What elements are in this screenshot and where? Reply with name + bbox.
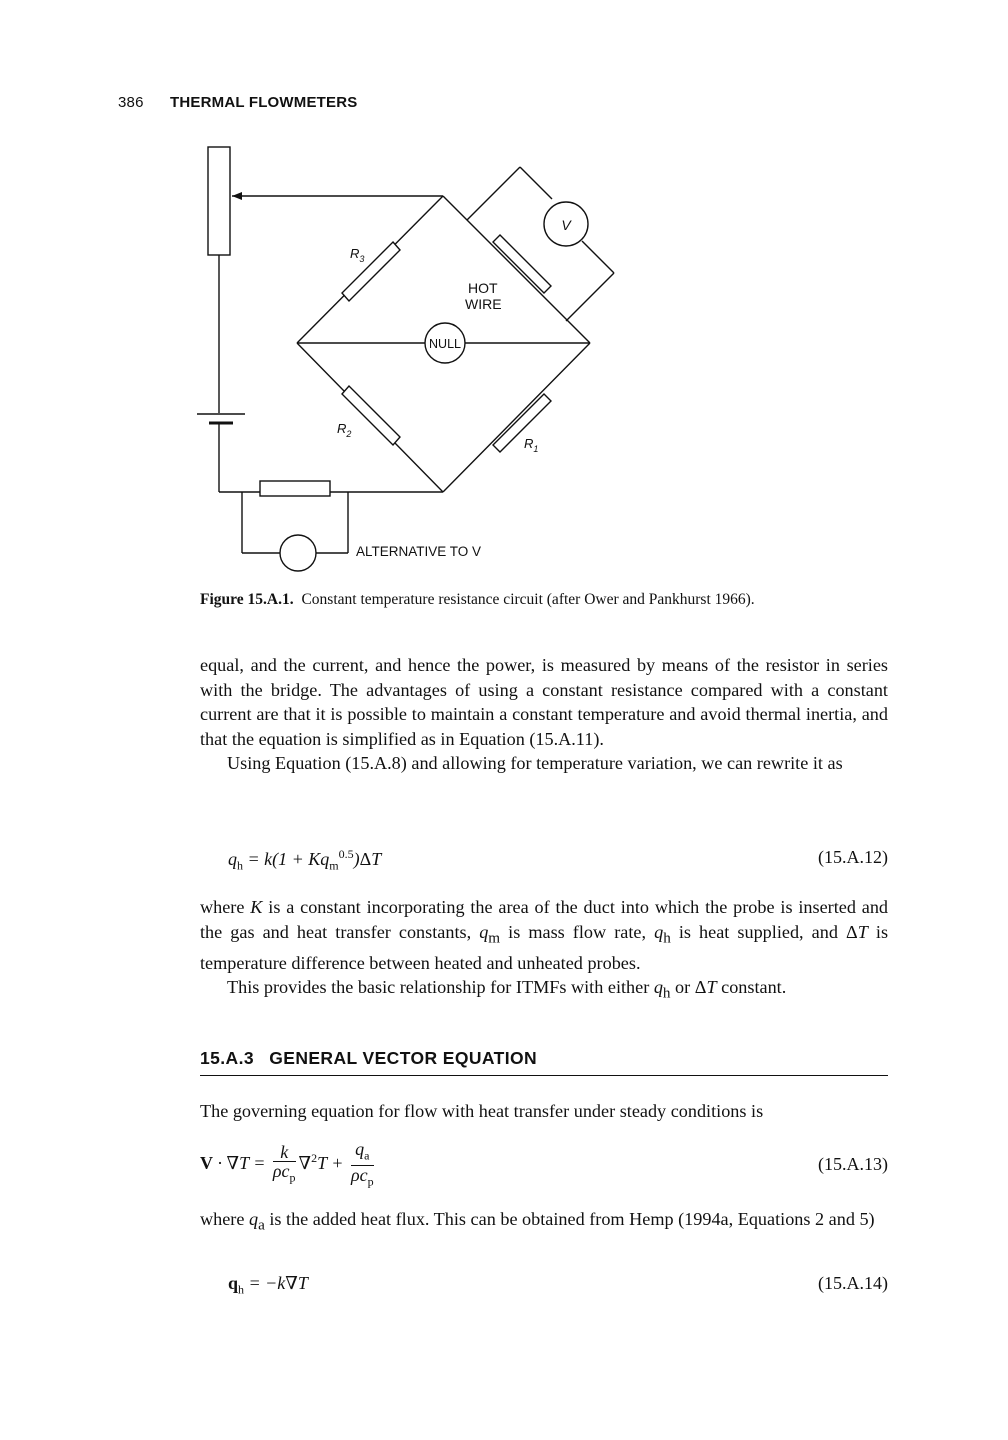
running-head bbox=[118, 94, 358, 111]
body-text-1 bbox=[200, 653, 888, 776]
figure-label: Figure 15.A.1. bbox=[200, 591, 294, 608]
alternative-meter bbox=[280, 535, 316, 571]
wiper-arrow bbox=[232, 192, 242, 200]
equation-15-a-12 bbox=[200, 847, 888, 877]
label-hot: HOT bbox=[468, 280, 498, 296]
paragraph: equal, and the current, and hence the power, is measured by means of the resistor in series with the bridge. The advantages of using a constant resistance compared with a constant current are that it is possible to maintain a constant temperature and avoid thermal inertia, and that the equation is simplified as in Equation (15.A.11). bbox=[200, 655, 888, 749]
section-title: GENERAL VECTOR EQUATION bbox=[269, 1048, 538, 1068]
potentiometer bbox=[208, 147, 230, 255]
section-heading bbox=[200, 1048, 888, 1076]
equation-number: (15.A.13) bbox=[818, 1154, 888, 1174]
equation-body: $q_h = -k\nabla T$ bbox=[228, 1273, 308, 1297]
series-resistor bbox=[260, 481, 330, 496]
label-wire: WIRE bbox=[465, 296, 502, 312]
section-number: 15.A.3 bbox=[200, 1048, 254, 1068]
bridge-bottom-right bbox=[443, 343, 590, 492]
label-r1: $R_1$ bbox=[524, 436, 539, 454]
equation-body: V · ∇T = $\frac{k}{\rho c_p}$ ∇$^2$T + $\frac{q_a}{\rho c_p}$ bbox=[200, 1139, 374, 1189]
equation-number: (15.A.12) bbox=[818, 847, 888, 867]
label-alternative: ALTERNATIVE TO V bbox=[356, 544, 482, 559]
equation-15-a-13 bbox=[200, 1139, 888, 1189]
label-null: NULL bbox=[429, 337, 461, 351]
label-voltmeter: V bbox=[561, 217, 571, 233]
resistor-r1 bbox=[493, 394, 551, 452]
label-r3: $R_3$ bbox=[350, 246, 365, 264]
figure-caption bbox=[200, 590, 800, 610]
running-title: THERMAL FLOWMETERS bbox=[170, 94, 358, 111]
paragraph: where K is a constant incorporating the area of the duct into which the probe is inserted and the gas and heat transfer constants, $q_m$ is mass flow rate, $q_h$ is heat supplied, and ΔT is temperature difference between heated and unheated probes. bbox=[200, 897, 889, 973]
body-text-3 bbox=[200, 1099, 888, 1124]
circuit-diagram bbox=[180, 135, 640, 585]
body-text-2 bbox=[200, 895, 888, 1007]
page-number: 386 bbox=[118, 94, 144, 111]
paragraph: where $q_a$ is the added heat flux. This can be obtained from Hemp (1994a, Equations 2 and 5) bbox=[200, 1209, 875, 1234]
equation-body: $q_h = k(1 + Kq_m^{0.5})\Delta T$ bbox=[228, 847, 382, 873]
voltmeter-wire-a bbox=[467, 167, 520, 220]
figure-caption-text: Constant temperature resistance circuit (after Ower and Pankhurst 1966). bbox=[301, 591, 755, 608]
voltmeter-wire-b bbox=[566, 273, 614, 321]
paragraph: The governing equation for flow with heat transfer under steady conditions is bbox=[200, 1101, 764, 1121]
hot-wire-resistor bbox=[493, 235, 551, 293]
paragraph: Using Equation (15.A.8) and allowing for temperature variation, we can rewrite it as bbox=[227, 753, 843, 774]
label-r2: $R_2$ bbox=[337, 421, 352, 439]
equation-number: (15.A.14) bbox=[818, 1273, 888, 1293]
paragraph: This provides the basic relationship for ITMFs with either $q_h$ or ΔT constant. bbox=[227, 977, 787, 1003]
equation-15-a-14 bbox=[200, 1273, 888, 1303]
body-text-4 bbox=[200, 1207, 888, 1238]
